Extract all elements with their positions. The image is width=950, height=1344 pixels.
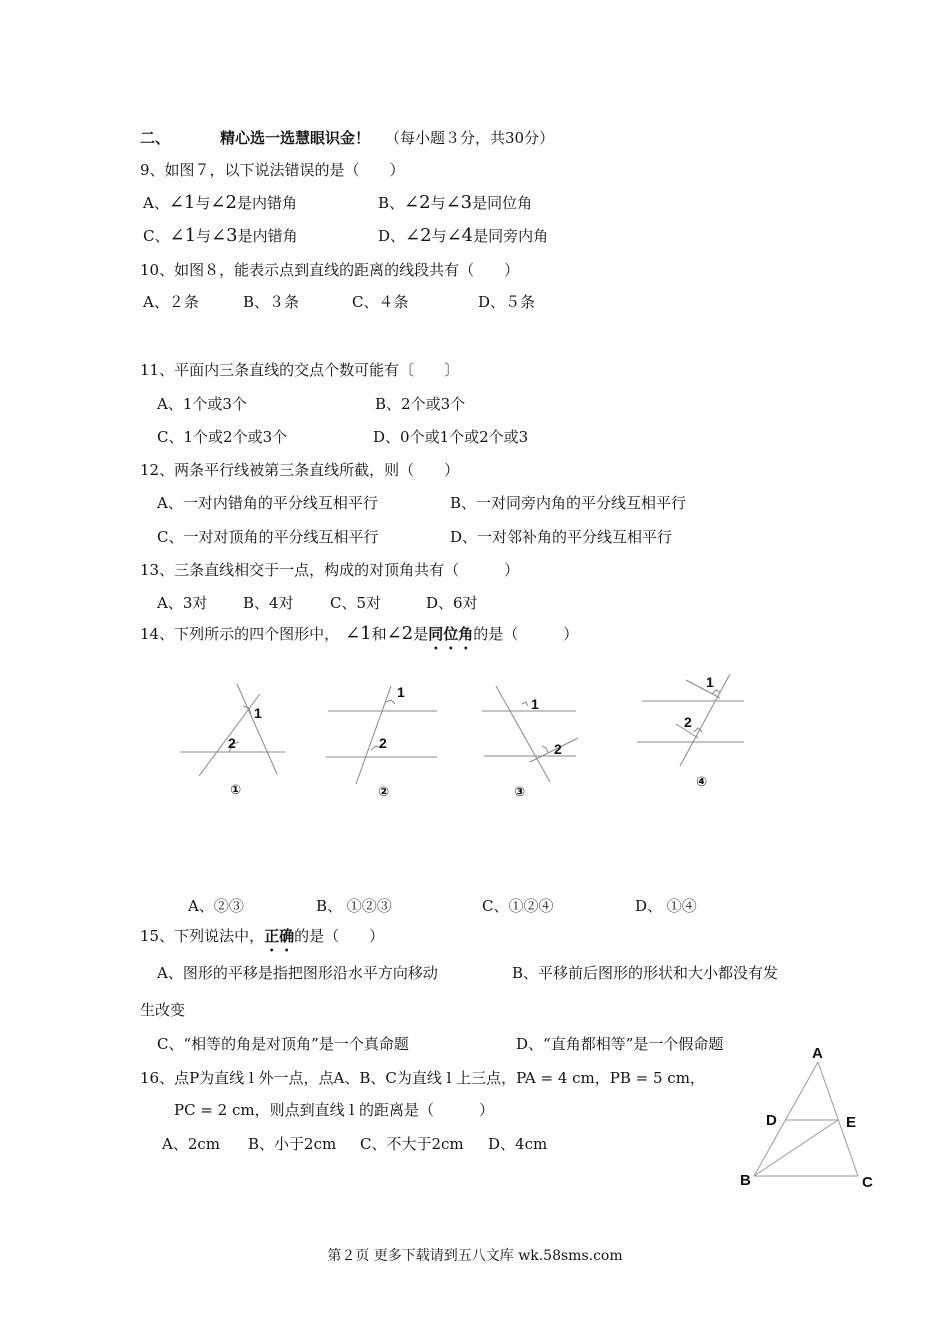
- triangle-figure: [730, 1040, 890, 1200]
- triangle-label-b: B: [740, 1172, 751, 1189]
- q10-option-a: A、２条: [143, 293, 199, 311]
- q11-option-c: C、1个或2个或3个: [157, 428, 288, 446]
- fig2-label-1: 1: [397, 684, 405, 700]
- q11-option-b: B、2个或3个: [375, 395, 466, 413]
- triangle-side-ab: [754, 1062, 818, 1176]
- q10-option-b: B、３条: [243, 293, 300, 311]
- fig1-number: ①: [230, 782, 242, 797]
- fig4-number: ④: [696, 774, 708, 789]
- figure-2: [323, 680, 443, 810]
- figure-3: [478, 680, 598, 810]
- q15-option-a: A、图形的平移是指把图形沿水平方向移动: [157, 964, 438, 982]
- figure-4: [632, 670, 752, 800]
- fig4-label-2: 2: [684, 714, 692, 730]
- fig4-ray-top: [686, 680, 720, 698]
- q16-line2: PC = 2 cm，则点到直线 l 的距离是（ ）: [174, 1101, 494, 1119]
- q12-stem: 12、两条平行线被第三条直线所截，则（ ）: [140, 461, 460, 479]
- fig3-transversal-a: [496, 686, 550, 782]
- q14-option-a: A、②③: [188, 897, 244, 915]
- q11-option-a: A、1个或3个: [157, 395, 247, 413]
- q13-stem: 13、三条直线相交于一点，构成的对顶角共有（ ）: [140, 561, 520, 579]
- page-footer: 第２页 更多下载请到五八文库 wk.58sms.com: [327, 1248, 623, 1264]
- q9-option-c: C、∠1与∠3是内错角: [143, 225, 298, 246]
- fig3-angle-arc-2: [542, 746, 548, 752]
- q13-option-b: B、4对: [243, 594, 294, 612]
- q15-option-b-cont: 生改变: [140, 1001, 186, 1019]
- q14-option-d: D、 ①④: [635, 897, 697, 915]
- q14-option-c: C、①②④: [482, 897, 554, 915]
- fig4-label-1: 1: [706, 674, 714, 690]
- q14-stem: 14、下列所示的四个图形中， ∠1和∠2是同位角的是（ ）: [140, 623, 579, 644]
- fig2-label-2: 2: [379, 735, 387, 751]
- q9-option-a: A、∠1与∠2是内错角: [143, 192, 297, 213]
- fig2-angle-arc-1: [386, 700, 395, 704]
- q13-option-c: C、5对: [330, 594, 382, 612]
- section-note: （每小题３分，共30分）: [385, 129, 555, 147]
- fig2-number: ②: [378, 784, 390, 799]
- section-title: 精心选一选慧眼识金！: [220, 129, 371, 147]
- triangle-label-a: A: [812, 1045, 823, 1062]
- q16-option-a: A、2cm: [162, 1135, 221, 1153]
- fig4-angle-arc-1: [712, 690, 720, 694]
- q9-option-b: B、∠2与∠3是同位角: [378, 192, 533, 213]
- q12-option-d: D、一对邻补角的平分线互相平行: [450, 528, 673, 546]
- q10-stem: 10、如图８，能表示点到直线的距离的线段共有（ ）: [140, 261, 520, 279]
- q12-option-c: C、一对对顶角的平分线互相平行: [157, 528, 379, 546]
- triangle-label-c: C: [862, 1174, 873, 1191]
- q13-option-a: A、3对: [157, 594, 208, 612]
- q15-option-d: D、“直角都相等”是一个假命题: [516, 1035, 724, 1053]
- q15-stem: 15、下列说法中，正确的是（ ）: [140, 927, 385, 945]
- triangle-label-e: E: [846, 1114, 857, 1131]
- q15-option-c: C、“相等的角是对顶角”是一个真命题: [157, 1035, 409, 1053]
- q10-option-c: C、４条: [352, 293, 409, 311]
- q16-option-d: D、4cm: [488, 1135, 548, 1153]
- triangle-label-d: D: [766, 1112, 777, 1129]
- q9-stem: 9、如图７，以下说法错误的是（ ）: [140, 161, 405, 179]
- q16-line1: 16、点P为直线 l 外一点，点A、B、C为直线 l 上三点，PA = 4 cm，PB = 5 cm，: [140, 1069, 705, 1087]
- figure-1: [175, 678, 295, 808]
- q9-option-d: D、∠2与∠4是同旁内角: [378, 225, 549, 246]
- q11-option-d: D、0个或1个或2个或3: [373, 428, 529, 446]
- q10-option-d: D、５条: [478, 293, 536, 311]
- q11-stem: 11、平面内三条直线的交点个数可能有〔 〕: [140, 361, 460, 379]
- q13-option-d: D、6对: [426, 594, 478, 612]
- fig1-label-2: 2: [228, 735, 236, 751]
- fig3-number: ③: [514, 784, 526, 799]
- fig3-label-1: 1: [531, 696, 539, 712]
- q12-option-b: B、一对同旁内角的平分线互相平行: [450, 494, 687, 512]
- q16-option-c: C、不大于2cm: [360, 1135, 464, 1153]
- q14-option-b: B、 ①②③: [316, 897, 392, 915]
- fig3-angle-arc-1: [522, 702, 528, 706]
- q15-option-b: B、平移前后图形的形状和大小都没有发: [512, 964, 779, 982]
- section-number: 二、: [140, 129, 171, 147]
- q16-option-b: B、小于2cm: [248, 1135, 337, 1153]
- q12-option-a: A、一对内错角的平分线互相平行: [157, 494, 378, 512]
- fig1-label-1: 1: [254, 705, 262, 721]
- fig3-label-2: 2: [554, 741, 562, 757]
